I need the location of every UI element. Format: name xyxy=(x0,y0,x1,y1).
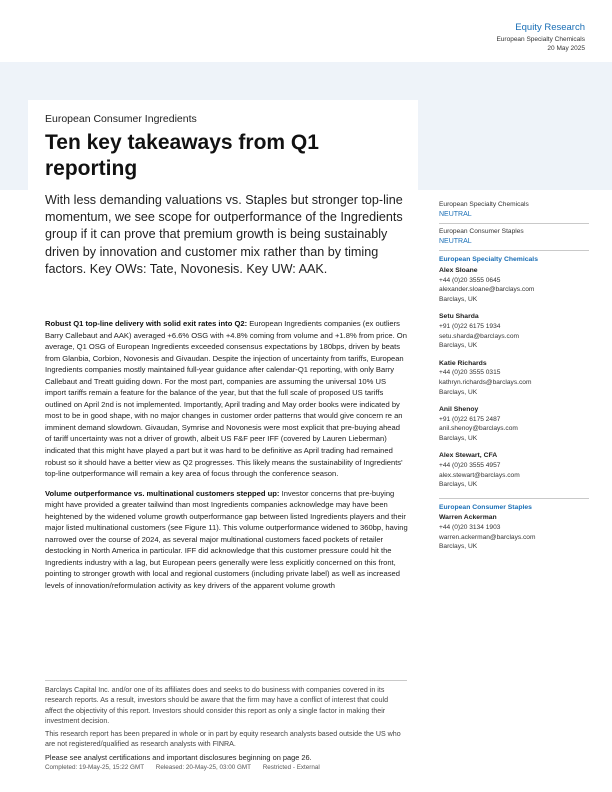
report-title: Ten key takeaways from Q1 reporting xyxy=(45,131,319,180)
released-time: Released: 20-May-25, 03:00 GMT xyxy=(155,764,251,772)
sidebar xyxy=(439,200,599,560)
analyst-name: Katie Richards xyxy=(439,359,487,367)
analyst-phone: +44 (0)20 3555 0315 xyxy=(439,369,501,377)
analyst-name: Warren Ackerman xyxy=(439,514,497,522)
rating-value: NEUTRAL xyxy=(439,210,472,218)
report-date: 20 May 2025 xyxy=(547,45,585,52)
analyst-name: Alex Stewart, CFA xyxy=(439,452,498,460)
rating-block xyxy=(439,200,599,219)
analyst-email[interactable]: anil.shenoy@barclays.com xyxy=(439,425,518,433)
restriction-label: Restricted - External xyxy=(262,764,320,772)
analyst-card xyxy=(439,266,599,304)
analyst-card xyxy=(439,312,599,350)
analyst-email[interactable]: warren.ackerman@barclays.com xyxy=(439,533,536,541)
analyst-phone: +44 (0)20 3555 4957 xyxy=(439,462,501,470)
divider xyxy=(439,223,589,224)
analyst-firm: Barclays, UK xyxy=(439,481,478,489)
disclaimer-paragraph: This research report has been prepared in whole or in part by equity research analysts based outside the US who are not registered/qualified as research analysts with FINRA. xyxy=(45,730,401,749)
rating-sector: European Specialty Chemicals xyxy=(439,201,529,208)
analyst-firm: Barclays, UK xyxy=(439,295,478,303)
analyst-phone: +44 (0)20 3134 1903 xyxy=(439,524,501,532)
analyst-group-title: European Specialty Chemicals xyxy=(439,256,538,264)
body-paragraph xyxy=(45,488,408,592)
rating-block xyxy=(439,227,599,246)
report-header xyxy=(496,22,585,52)
analyst-card xyxy=(439,513,599,551)
report-lede: With less demanding valuations vs. Staples but stronger top-line momentum, we see scope for outperformance of the Ingredients group if it can prove that premium growth is being sustainably driven by innovation and customer mix rather than by timing factors. Key OWs: Tate, Novonesis. Key UW: AAK. xyxy=(45,193,403,276)
analyst-phone: +44 (0)20 3555 0645 xyxy=(439,276,501,284)
footer-divider xyxy=(45,680,407,681)
rating-value: NEUTRAL xyxy=(439,237,472,245)
analyst-firm: Barclays, UK xyxy=(439,543,478,551)
analyst-card xyxy=(439,359,599,397)
analyst-email[interactable]: alex.stewart@barclays.com xyxy=(439,471,520,479)
analyst-email[interactable]: kathryn.richards@barclays.com xyxy=(439,378,532,386)
analyst-name: Anil Shenoy xyxy=(439,406,479,414)
disclosures-note: Please see analyst certifications and important disclosures beginning on page 26. xyxy=(45,752,312,762)
analyst-phone: +91 (0)22 6175 2487 xyxy=(439,415,501,423)
disclaimer xyxy=(45,685,407,773)
analyst-phone: +91 (0)22 6175 1934 xyxy=(439,322,501,330)
analyst-firm: Barclays, UK xyxy=(439,342,478,350)
divider xyxy=(439,498,589,499)
divider xyxy=(439,250,589,251)
analyst-email[interactable]: setu.sharda@barclays.com xyxy=(439,332,519,340)
report-body xyxy=(45,318,408,600)
sector-label: European Specialty Chemicals xyxy=(496,36,585,43)
analyst-card xyxy=(439,405,599,443)
analyst-name: Setu Sharda xyxy=(439,313,479,321)
analyst-name: Alex Sloane xyxy=(439,266,478,274)
analyst-firm: Barclays, UK xyxy=(439,388,478,396)
body-paragraph xyxy=(45,318,408,480)
paragraph-text: European Ingredients companies (ex outliers Barry Callebaut and AAK) averaged +6.6% OSG with +4.8% coming from volume and +1.8% from price. On average, Q1 OSG of European Ingredients exceeded consensus expectations by 180bps, driven by beats from Glanbia, Corbion, Novonesis and Givaudan. Despite the injection of uncertainty from tariffs, European Ingredients companies mostly maintained full-year guidance after calendar-Q1 reporting, with only Barry Callebaut and Treatt guiding down. For the most part, companies are assuming the universal 10% US import tariffs remain a feature for the balance of the year, but that the full scale of proposed US tariffs outlined on April 2nd is not implemented. Importantly, April trading and May order books were indicated by most to be in good shape, with no major changes in customer order patterns that would give concern re an imminent demand slowdown. Givaudan, Symrise and Novonesis were most explicit that pre-buying ahead of tariff uncertainty was not a driver of growth, albeit US F&F peer IFF (covered by Lauren Lieberman) indicated that this might have played a part but it was hard to be definitive as April trading had remained robust so it should have a better view as Q2 progresses. This likely means the sustainability of Ingredients' top-line outperformance will remain a key area of focus through the conference season. xyxy=(45,319,407,479)
rating-sector: European Consumer Staples xyxy=(439,228,524,236)
paragraph-lead: Robust Q1 top-line delivery with solid exit rates into Q2: xyxy=(45,319,248,328)
disclaimer-paragraph: Barclays Capital Inc. and/or one of its affiliates does and seeks to do business with companies covered in its research reports. As a result, investors should be aware that the firm may have a conflict of interest that could affect the objectivity of this report. Investors should consider this report as only a single factor in making their investment decision. xyxy=(45,686,389,725)
brand-label: Equity Research xyxy=(515,22,585,33)
analyst-firm: Barclays, UK xyxy=(439,434,478,442)
analyst-group-title: European Consumer Staples xyxy=(439,503,532,511)
completed-time: Completed: 19-May-25, 15:22 GMT xyxy=(45,764,145,772)
paragraph-text: Investor concerns that pre-buying might have provided a greater tailwind than most Ingredients companies acknowledge may have been heightened by the widened volume growth outperformance gap between listed Ingredients players and their major listed multinational customers (see Figure 11). This volume outperformance widened to 360bp, having narrowed over the course of 2024, as several major multinational customers faced pockets of retailer destocking in North America in particular. IFF did acknowledge that this customer pressure could hit the Ingredients industry with a lag, but European peers generally were less explicitly concerned on this front, pointing to stronger growth with local and regional customers (including private label) as well as increased levels of innovation/reformulation activity as key drivers of the apparent volume growth xyxy=(45,488,408,591)
analyst-card xyxy=(439,451,599,489)
release-meta xyxy=(45,763,407,773)
analyst-email[interactable]: alexander.sloane@barclays.com xyxy=(439,286,535,294)
paragraph-lead: Volume outperformance vs. multinational customers stepped up: xyxy=(45,488,280,498)
report-kicker: European Consumer Ingredients xyxy=(45,113,197,125)
